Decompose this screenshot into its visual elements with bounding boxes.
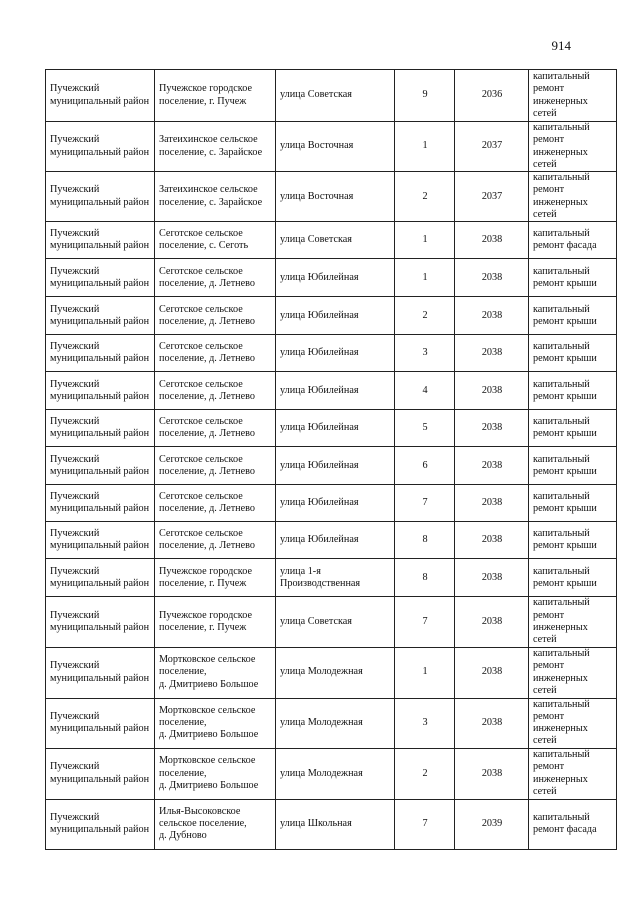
table-row [46, 522, 617, 559]
settlement-cell: Сеготское сельское поселение, д. Летнево [155, 259, 276, 297]
district-cell: Пучежский муниципальный район [46, 485, 155, 522]
year-cell: 2038 [455, 372, 529, 410]
street-cell: улица 1-я Производственная [276, 559, 395, 597]
settlement-cell: Затеихинское сельское поселение, с. Зарайское [155, 122, 276, 172]
house-number-cell: 7 [395, 799, 455, 849]
work-type-cell: капитальный ремонт инженерных сетей [529, 122, 617, 172]
page-number: 914 [551, 38, 571, 53]
year-cell: 2038 [455, 259, 529, 297]
street-cell: улица Юбилейная [276, 259, 395, 297]
year-cell: 2039 [455, 799, 529, 849]
street-cell: улица Советская [276, 597, 395, 647]
table-row [46, 335, 617, 372]
street-cell: улица Юбилейная [276, 372, 395, 410]
year-cell: 2037 [455, 172, 529, 222]
year-cell: 2038 [455, 559, 529, 597]
house-number-cell: 2 [395, 172, 455, 222]
house-number-cell: 4 [395, 372, 455, 410]
work-type-cell: капитальный ремонт инженерных сетей [529, 172, 617, 222]
house-number-cell: 3 [395, 335, 455, 372]
district-cell: Пучежский муниципальный район [46, 597, 155, 647]
street-cell: улица Молодежная [276, 748, 395, 799]
street-cell: улица Школьная [276, 799, 395, 849]
work-type-cell: капитальный ремонт крыши [529, 410, 617, 447]
house-number-cell: 1 [395, 647, 455, 698]
year-cell: 2038 [455, 647, 529, 698]
work-type-cell: капитальный ремонт крыши [529, 447, 617, 485]
year-cell: 2036 [455, 70, 529, 122]
repair-schedule-table [45, 69, 617, 850]
house-number-cell: 8 [395, 559, 455, 597]
table-row [46, 122, 617, 172]
settlement-cell: Сеготское сельское поселение, д. Летнево [155, 335, 276, 372]
year-cell: 2038 [455, 485, 529, 522]
table-row [46, 485, 617, 522]
house-number-cell: 5 [395, 410, 455, 447]
work-type-cell: капитальный ремонт инженерных сетей [529, 748, 617, 799]
district-cell: Пучежский муниципальный район [46, 122, 155, 172]
house-number-cell: 9 [395, 70, 455, 122]
work-type-cell: капитальный ремонт крыши [529, 297, 617, 335]
table-row [46, 259, 617, 297]
house-number-cell: 2 [395, 297, 455, 335]
table-row [46, 698, 617, 748]
district-cell: Пучежский муниципальный район [46, 297, 155, 335]
work-type-cell: капитальный ремонт крыши [529, 485, 617, 522]
work-type-cell: капитальный ремонт крыши [529, 522, 617, 559]
district-cell: Пучежский муниципальный район [46, 748, 155, 799]
settlement-cell: Мортковское сельское поселение, д. Дмитриево Большое [155, 748, 276, 799]
house-number-cell: 1 [395, 122, 455, 172]
district-cell: Пучежский муниципальный район [46, 222, 155, 259]
street-cell: улица Советская [276, 70, 395, 122]
table-row [46, 70, 617, 122]
year-cell: 2038 [455, 447, 529, 485]
street-cell: улица Юбилейная [276, 522, 395, 559]
district-cell: Пучежский муниципальный район [46, 522, 155, 559]
house-number-cell: 8 [395, 522, 455, 559]
district-cell: Пучежский муниципальный район [46, 698, 155, 748]
work-type-cell: капитальный ремонт крыши [529, 259, 617, 297]
work-type-cell: капитальный ремонт инженерных сетей [529, 70, 617, 122]
settlement-cell: Сеготское сельское поселение, д. Летнево [155, 410, 276, 447]
year-cell: 2038 [455, 222, 529, 259]
table-row [46, 748, 617, 799]
settlement-cell: Сеготское сельское поселение, д. Летнево [155, 522, 276, 559]
district-cell: Пучежский муниципальный район [46, 447, 155, 485]
work-type-cell: капитальный ремонт крыши [529, 335, 617, 372]
street-cell: улица Юбилейная [276, 410, 395, 447]
table-row [46, 597, 617, 647]
district-cell: Пучежский муниципальный район [46, 172, 155, 222]
work-type-cell: капитальный ремонт фасада [529, 222, 617, 259]
settlement-cell: Сеготское сельское поселение, с. Сеготь [155, 222, 276, 259]
house-number-cell: 1 [395, 222, 455, 259]
table-row [46, 447, 617, 485]
work-type-cell: капитальный ремонт крыши [529, 372, 617, 410]
year-cell: 2038 [455, 698, 529, 748]
table-row [46, 410, 617, 447]
settlement-cell: Сеготское сельское поселение, д. Летнево [155, 372, 276, 410]
settlement-cell: Сеготское сельское поселение, д. Летнево [155, 485, 276, 522]
year-cell: 2038 [455, 297, 529, 335]
table-row [46, 172, 617, 222]
table-row [46, 372, 617, 410]
district-cell: Пучежский муниципальный район [46, 559, 155, 597]
year-cell: 2038 [455, 597, 529, 647]
district-cell: Пучежский муниципальный район [46, 799, 155, 849]
street-cell: улица Восточная [276, 172, 395, 222]
district-cell: Пучежский муниципальный район [46, 372, 155, 410]
house-number-cell: 2 [395, 748, 455, 799]
street-cell: улица Юбилейная [276, 297, 395, 335]
street-cell: улица Молодежная [276, 698, 395, 748]
table-row [46, 647, 617, 698]
district-cell: Пучежский муниципальный район [46, 410, 155, 447]
house-number-cell: 6 [395, 447, 455, 485]
table-row [46, 222, 617, 259]
house-number-cell: 7 [395, 485, 455, 522]
district-cell: Пучежский муниципальный район [46, 647, 155, 698]
year-cell: 2037 [455, 122, 529, 172]
work-type-cell: капитальный ремонт инженерных сетей [529, 698, 617, 748]
year-cell: 2038 [455, 410, 529, 447]
street-cell: улица Молодежная [276, 647, 395, 698]
district-cell: Пучежский муниципальный район [46, 70, 155, 122]
work-type-cell: капитальный ремонт инженерных сетей [529, 647, 617, 698]
settlement-cell: Пучежское городское поселение, г. Пучеж [155, 597, 276, 647]
year-cell: 2038 [455, 522, 529, 559]
table-row [46, 559, 617, 597]
work-type-cell: капитальный ремонт фасада [529, 799, 617, 849]
street-cell: улица Юбилейная [276, 485, 395, 522]
table-row [46, 297, 617, 335]
settlement-cell: Мортковское сельское поселение, д. Дмитриево Большое [155, 698, 276, 748]
street-cell: улица Юбилейная [276, 447, 395, 485]
settlement-cell: Мортковское сельское поселение, д. Дмитриево Большое [155, 647, 276, 698]
year-cell: 2038 [455, 335, 529, 372]
settlement-cell: Илья-Высоковское сельское поселение, д. Дубново [155, 799, 276, 849]
house-number-cell: 1 [395, 259, 455, 297]
settlement-cell: Пучежское городское поселение, г. Пучеж [155, 70, 276, 122]
year-cell: 2038 [455, 748, 529, 799]
settlement-cell: Сеготское сельское поселение, д. Летнево [155, 297, 276, 335]
work-type-cell: капитальный ремонт крыши [529, 559, 617, 597]
district-cell: Пучежский муниципальный район [46, 335, 155, 372]
street-cell: улица Юбилейная [276, 335, 395, 372]
settlement-cell: Пучежское городское поселение, г. Пучеж [155, 559, 276, 597]
district-cell: Пучежский муниципальный район [46, 259, 155, 297]
house-number-cell: 3 [395, 698, 455, 748]
settlement-cell: Затеихинское сельское поселение, с. Зарайское [155, 172, 276, 222]
table-body [46, 70, 617, 850]
settlement-cell: Сеготское сельское поселение, д. Летнево [155, 447, 276, 485]
table-row [46, 799, 617, 849]
work-type-cell: капитальный ремонт инженерных сетей [529, 597, 617, 647]
house-number-cell: 7 [395, 597, 455, 647]
street-cell: улица Восточная [276, 122, 395, 172]
street-cell: улица Советская [276, 222, 395, 259]
